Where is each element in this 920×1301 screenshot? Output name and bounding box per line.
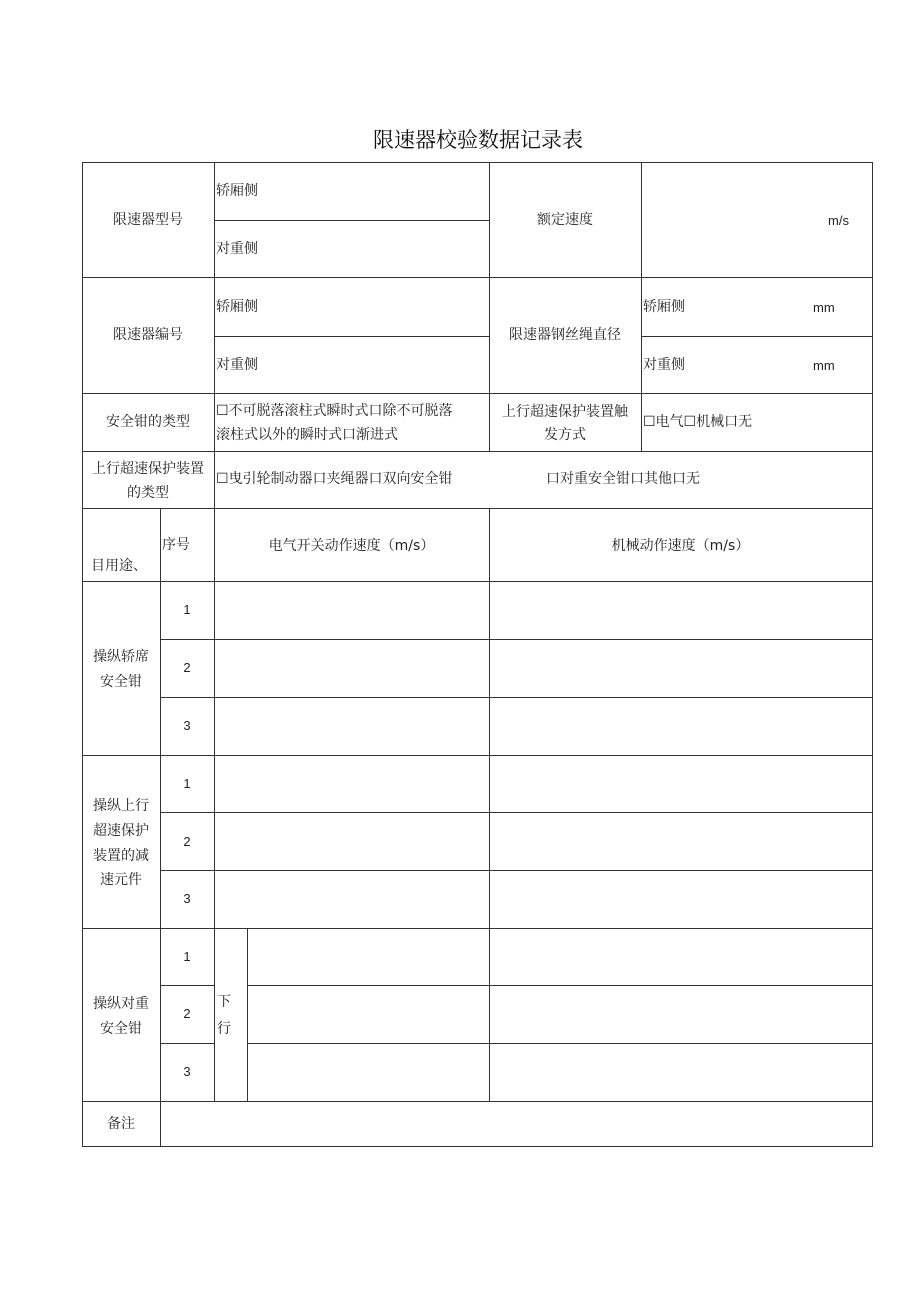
downward-label: 行 — [217, 1021, 231, 1037]
seq-number: 2 — [183, 834, 191, 849]
rated-speed-unit: m/s — [828, 213, 849, 228]
cw-side-label: 对重侧 — [643, 357, 685, 373]
seq-number: 1 — [183, 949, 191, 964]
cw-side-label: 对重侧 — [216, 241, 258, 257]
row-divider — [214, 220, 489, 221]
group-car-safety-label: 操纵轿席 — [93, 649, 149, 665]
group-uprotect-label: 超速保护 — [93, 823, 149, 839]
row-divider — [82, 277, 873, 278]
safety-gear-type-options: ☐不可脱落滚柱式瞬时式口除不可脱落 — [216, 403, 453, 419]
seq-number: 3 — [183, 718, 191, 733]
uprotect-type-options: ☐曳引轮制动器口夹绳器口双向安全钳 — [216, 471, 453, 487]
seq-number: 3 — [183, 1064, 191, 1079]
uprotect-trigger-options: ☐电气☐机械口无 — [643, 414, 753, 430]
group-uprotect-label: 装置的减 — [93, 848, 149, 864]
col-divider — [247, 928, 248, 1101]
group-uprotect-label: 操纵上行 — [93, 798, 149, 814]
mech-speed-label: 机械动作速度（m/s） — [611, 538, 750, 554]
seq-number: 2 — [183, 1006, 191, 1021]
row-divider — [82, 451, 873, 452]
cw-side-label: 对重侧 — [216, 357, 258, 373]
row-divider — [160, 697, 873, 698]
limiter-number-label: 限速器编号 — [113, 327, 183, 343]
remarks-label: 备注 — [107, 1116, 135, 1132]
row-divider — [214, 336, 489, 337]
seq-number: 2 — [183, 660, 191, 675]
row-divider — [82, 1101, 873, 1102]
row-divider — [247, 985, 873, 986]
elec-speed-label: 电气开关动作速度（m/s） — [268, 538, 435, 554]
uprotect-type-options: 口对重安全钳口其他口无 — [546, 471, 700, 487]
uprotect-type-label: 上行超速保护装置 — [92, 461, 204, 477]
page-title: 限速器校验数据记录表 — [373, 128, 583, 152]
row-divider — [160, 639, 873, 640]
safety-gear-type-options: 滚柱式以外的瞬时式口渐进式 — [216, 427, 398, 443]
row-divider — [160, 812, 873, 813]
group-car-safety-label: 安全钳 — [100, 674, 142, 690]
uprotect-type-label: 的类型 — [127, 485, 169, 501]
group-cw-safety-label: 安全钳 — [100, 1021, 142, 1037]
seq-number: 3 — [183, 891, 191, 906]
row-divider — [82, 508, 873, 509]
car-side-label: 轿厢侧 — [216, 299, 258, 315]
row-divider — [82, 928, 873, 929]
uprotect-trigger-label: 发方式 — [544, 427, 586, 443]
row-divider — [160, 870, 873, 871]
group-cw-safety-label: 操纵对重 — [93, 996, 149, 1012]
row-divider — [160, 1043, 214, 1044]
row-divider — [641, 336, 873, 337]
diameter-unit: mm — [813, 358, 835, 373]
col-divider — [641, 162, 642, 451]
car-side-label: 轿厢侧 — [216, 183, 258, 199]
col-divider — [489, 508, 490, 1101]
seq-number: 1 — [183, 602, 191, 617]
row-divider — [82, 581, 873, 582]
seq-label: 序号 — [162, 537, 190, 553]
uprotect-trigger-label: 上行超速保护装置触 — [502, 404, 628, 420]
col-divider — [214, 162, 215, 509]
row-divider — [247, 1043, 873, 1044]
purpose-label: 目用途、 — [91, 558, 147, 574]
downward-label: 下 — [217, 994, 231, 1010]
row-divider — [160, 985, 214, 986]
limiter-model-label: 限速器型号 — [113, 212, 183, 228]
col-divider — [214, 508, 215, 1101]
row-divider — [82, 755, 873, 756]
rated-speed-label: 额定速度 — [537, 212, 593, 228]
table-border-top — [82, 162, 873, 163]
group-uprotect-label: 速元件 — [100, 872, 142, 888]
table-border-right — [872, 162, 873, 1147]
car-side-label: 轿厢侧 — [643, 299, 685, 315]
rope-diameter-label: 限速器钢丝绳直径 — [509, 327, 621, 343]
safety-gear-type-label: 安全钳的类型 — [106, 414, 190, 430]
row-divider — [82, 393, 873, 394]
diameter-unit: mm — [813, 300, 835, 315]
table-border-bottom — [82, 1146, 873, 1147]
seq-number: 1 — [183, 776, 191, 791]
